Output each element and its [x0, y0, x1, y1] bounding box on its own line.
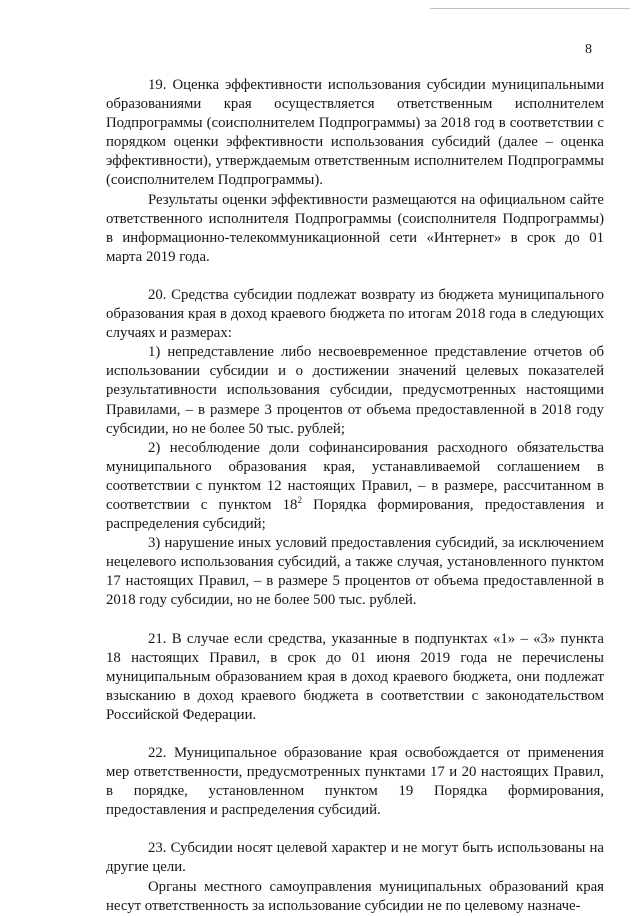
paragraph-23: 23. Субсидии носят целевой характер и не могут быть использованы на другие цели.: [106, 840, 604, 876]
document-body: [106, 76, 604, 916]
scan-line-decoration: [430, 8, 630, 9]
paragraph-21: 21. В случае если средства, указанные в подпунктах «1» – «3» пункта 18 настоящих Правил, в срок до 01 июня 2019 года не перечислены муниципальным образованием края в доход краевого бюджета, они подлежат взысканию в доход краевого бюджета в соответствии с законодательством Российской Федерации.: [106, 630, 604, 723]
paragraph-19: 19. Оценка эффективности использования субсидии муниципальными образованиями края осуществляется ответственным исполнителем Подпрограммы (соисполнителем Подпрограммы) за 2018 год в соответствии с порядком оценки эффективности использования субсидий (далее – оценка эффективности), утверждаемым ответственным исполнителем Подпрограммы (соисполнителем Подпрограммы).: [106, 77, 604, 189]
page-number: 8: [585, 42, 592, 57]
item-2-text-end: Порядка формирования, предоставления и распределения субсидий;: [106, 496, 604, 533]
paragraph-20-item-1: 1) непредставление либо несвоевременное представление отчетов об использовании субсидии и о достижении значений целевых показателей результативности использования субсидии, предусмотренных настоящими Правилами, – в размере 3 процентов от объема предоставленной в 2018 году субсидии, но не более 50 тыс. рублей;: [106, 344, 604, 437]
item-2-text: 2) несоблюдение доли софинансирования расходного обязательства муниципального образования края, устанавливаемой соглашением в соответствии с пунктом 12 настоящих Правил, – в размере, рассчитанном в соответствии с пунктом 18: [106, 439, 604, 513]
paragraph-20-item-2: [106, 439, 604, 534]
paragraph-20-item-3: 3) нарушение иных условий предоставления субсидий, за исключением нецелевого использования субсидий, а также случая, установленного пунктом 17 настоящих Правил, – в размере 5 процентов от объема предоставленной в 2018 году субсидии, но не более 500 тыс. рублей.: [106, 535, 604, 609]
paragraph-23-responsibility: Органы местного самоуправления муниципальных образований края несут ответственность за использование субсидии не по целевому назначе-: [106, 878, 604, 914]
paragraph-19-results: Результаты оценки эффективности размещаются на официальном сайте ответственного исполнителя Подпрограммы (соисполнителя Подпрограммы) в информационно-телекоммуникационной сети «Интернет» в срок до 01 марта 2019 года.: [106, 191, 604, 265]
paragraph-20: 20. Средства субсидии подлежат возврату из бюджета муниципального образования края в доход краевого бюджета по итогам 2018 года в следующих случаях и размерах:: [106, 286, 604, 342]
paragraph-22: 22. Муниципальное образование края освобождается от применения мер ответственности, предусмотренных пунктами 17 и 20 настоящих Правил, в порядке, установленном пунктом 19 Порядка формирования, предоставления и распределения субсидий.: [106, 745, 604, 819]
item-2-superscript: 2: [297, 495, 302, 506]
